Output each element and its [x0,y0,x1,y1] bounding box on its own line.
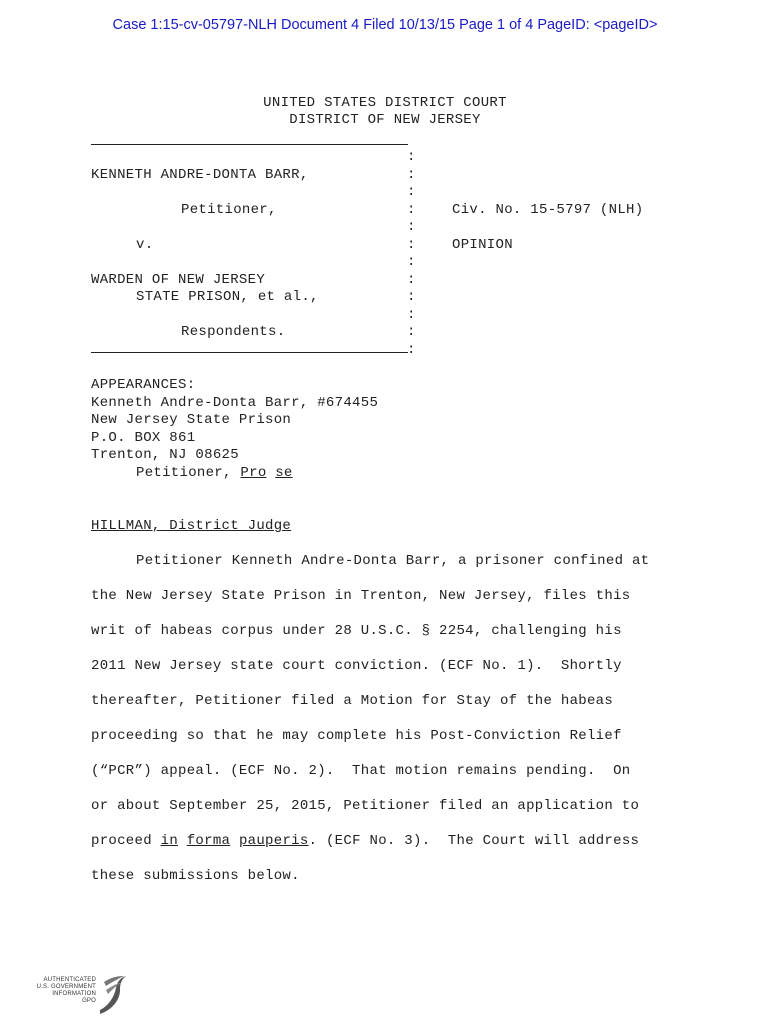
appearance-line4: Trenton, NJ 08625 [91,447,239,463]
body-line: proceeding so that he may complete his Post-Conviction Relief [91,728,622,744]
body-line: Petitioner Kenneth Andre-Donta Barr, a prisoner confined at [136,553,650,569]
document-type: OPINION [452,237,513,253]
petitioner-role: Petitioner, [181,202,277,218]
body-line: these submissions below. [91,868,300,884]
body-line: thereafter, Petitioner filed a Motion for Stay of the habeas [91,693,614,709]
respondent-line2: STATE PRISON, et al., [136,289,319,305]
respondent-role: Respondents. [181,324,286,340]
caption-bottom-rule [91,352,408,353]
body-line: 2011 New Jersey state court conviction. (ECF No. 1). Shortly [91,658,622,674]
body-line: proceed in forma pauperis. (ECF No. 3). The Court will address [91,833,640,849]
appearance-role: Petitioner, Pro se [136,465,293,481]
petitioner-name: KENNETH ANDRE-DONTA BARR, [91,167,309,183]
body-line: (“PCR”) appeal. (ECF No. 2). That motion remains pending. On [91,763,631,779]
appearance-line3: P.O. BOX 861 [91,430,196,446]
court-name: UNITED STATES DISTRICT COURT [263,95,507,111]
appearance-line1: Kenneth Andre-Donta Barr, #674455 [91,395,379,411]
appearance-line2: New Jersey State Prison [91,412,292,428]
civil-number: Civ. No. 15-5797 (NLH) [452,202,644,218]
case-header: Case 1:15-cv-05797-NLH Document 4 Filed 10/13/15 Page 1 of 4 PageID: <pageID> [112,17,658,33]
appearances-heading: APPEARANCES: [91,377,196,393]
respondent-line1: WARDEN OF NEW JERSEY [91,272,266,288]
body-line: the New Jersey State Prison in Trenton, New Jersey, files this [91,588,631,604]
body-line: writ of habeas corpus under 28 U.S.C. § 2254, challenging his [91,623,622,639]
caption-top-rule [91,144,408,145]
court-district: DISTRICT OF NEW JERSEY [289,112,481,128]
gpo-authentication-seal: AUTHENTICATED U.S. GOVERNMENT INFORMATION GPO [34,970,134,1016]
judge-line: HILLMAN, District Judge [91,518,292,534]
body-line: or about September 25, 2015, Petitioner filed an application to [91,798,640,814]
versus: v. [136,237,154,253]
eagle-icon [94,970,130,1016]
